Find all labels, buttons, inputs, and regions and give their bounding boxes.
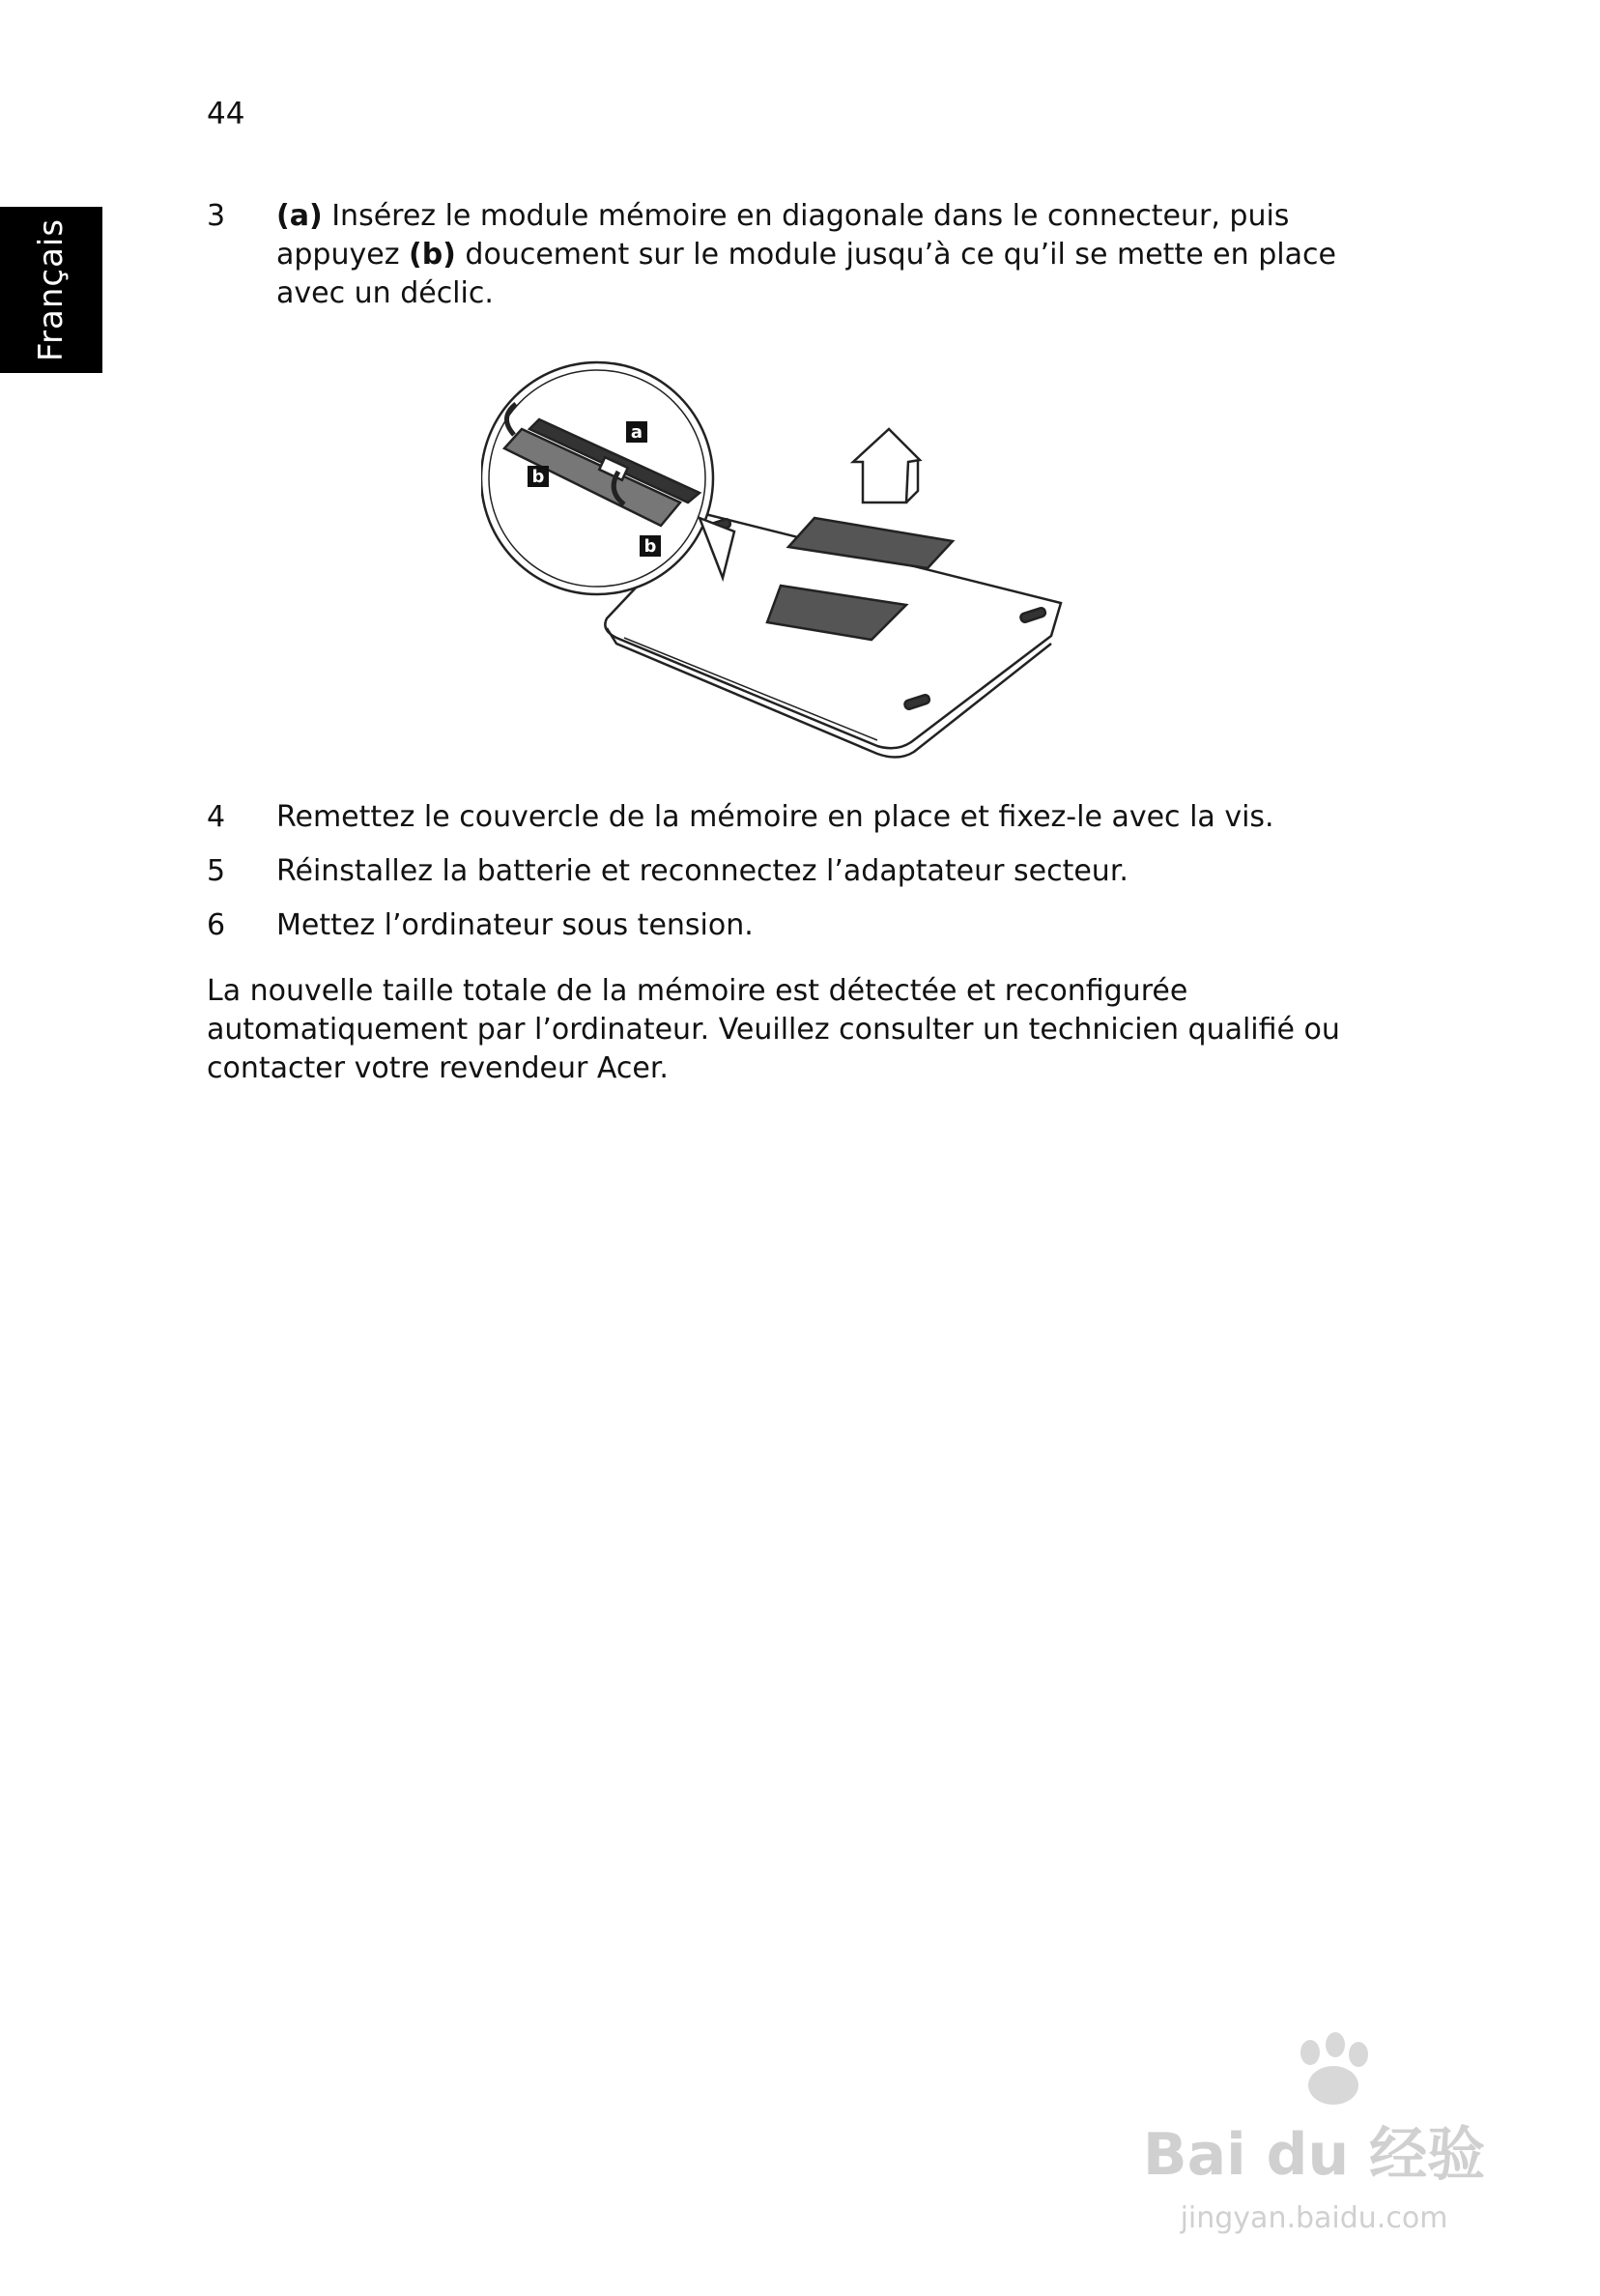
step-text: Mettez l’ordinateur sous tension.	[276, 908, 754, 942]
page-number: 44	[207, 97, 245, 131]
watermark-url: jingyan.baidu.com	[1180, 2201, 1448, 2235]
step-text-part-1: Insérez le module mémoire en diagonale dans le connecteur, puis appuyez	[276, 199, 1290, 272]
language-tab-label: Français	[32, 217, 71, 362]
step-text: Réinstallez la batterie et reconnectez l’adaptateur secteur.	[276, 854, 1129, 888]
step-label-b: (b)	[408, 238, 456, 272]
watermark-brand: Bai du 经验	[1142, 2121, 1486, 2189]
baidu-watermark	[1121, 2029, 1507, 2242]
step-5	[207, 852, 1347, 891]
step-text-part-2: doucement sur le module jusqu’à ce qu’il se mette en place avec un déclic.	[276, 238, 1336, 310]
step-text	[276, 197, 1349, 313]
step-number: 4	[207, 800, 226, 834]
step-number: 5	[207, 854, 226, 888]
label-a: a	[630, 422, 643, 443]
language-tab	[0, 207, 102, 373]
step-6	[207, 906, 1347, 945]
label-b-left: b	[531, 467, 545, 487]
step-number: 6	[207, 908, 226, 942]
paw-icon	[1300, 2032, 1368, 2105]
step-4	[207, 798, 1347, 837]
step-label-a: (a)	[276, 199, 323, 233]
memory-note: La nouvelle taille totale de la mémoire est détectée et reconfigurée automatiquement par l’ordinateur. Veuillez consulter un technicien qualifié ou contacter votre revendeur Acer.	[207, 974, 1340, 1085]
step-text: Remettez le couvercle de la mémoire en place et fixez-le avec la vis.	[276, 800, 1274, 834]
step-3	[207, 197, 1347, 313]
step-number: 3	[207, 199, 226, 233]
memory-install-illustration	[481, 348, 1100, 763]
label-b-right: b	[643, 536, 657, 557]
